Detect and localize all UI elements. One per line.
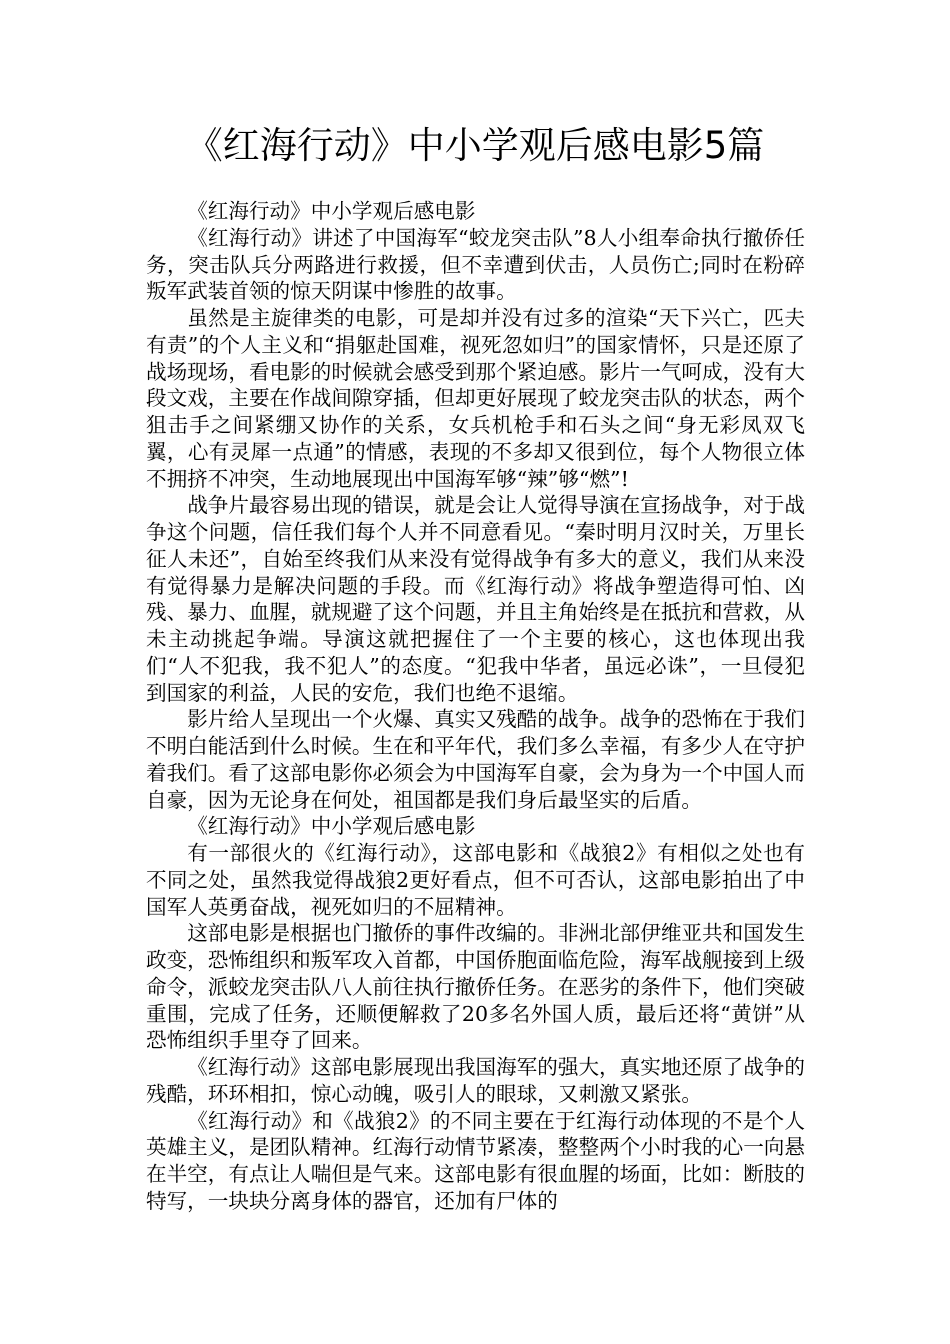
document-body [146,198,805,1215]
paragraph: 影片给人呈现出一个火爆、真实又残酷的战争。战争的恐怖在于我们不明白能活到什么时候。生在和平年代，我们多么幸福，有多少人在守护着我们。看了这部电影你必须会为中国海军自豪，会为身为一个中国人而自豪，因为无论身在何处，祖国都是我们身后最坚实的后盾。 [146,707,805,812]
document-title: 《红海行动》中小学观后感电影5篇 [185,124,765,167]
paragraph: 战争片最容易出现的错误，就是会让人觉得导演在宣扬战争，对于战争这个问题，信任我们每个人并不同意看见。“秦时明月汉时关，万里长征人未还”，自始至终我们从来没有觉得战争有多大的意义，我们从来没有觉得暴力是解决问题的手段。而《红海行动》将战争塑造得可怕、凶残、暴力、血腥，就规避了这个问题，并且主角始终是在抵抗和营救，从未主动挑起争端。导演这就把握住了一个主要的核心，这也体现出我们“人不犯我，我不犯人”的态度。“犯我中华者，虽远必诛”，一旦侵犯到国家的利益，人民的安危，我们也绝不退缩。 [146,493,805,705]
paragraph: 这部电影是根据也门撤侨的事件改编的。非洲北部伊维亚共和国发生政变，恐怖组织和叛军攻入首都，中国侨胞面临危险，海军战舰接到上级命令，派蛟龙突击队八人前往执行撤侨任务。在恶劣的条件下，他们突破重围，完成了任务，还顺便解救了20多名外国人质，最后还将“黄饼”从恐怖组织手里夺了回来。 [146,921,805,1053]
paragraph: 《红海行动》这部电影展现出我国海军的强大，真实地还原了战争的残酷，环环相扣，惊心动魄，吸引人的眼球，又刺激又紧张。 [146,1055,805,1106]
paragraph: 有一部很火的《红海行动》，这部电影和《战狼2》有相似之处也有不同之处，虽然我觉得战狼2更好看点，但不可否认，这部电影拍出了中国军人英勇奋战，视死如归的不屈精神。 [146,841,805,919]
paragraph: 虽然是主旋律类的电影，可是却并没有过多的渲染“天下兴亡，匹夫有责”的个人主义和“捐躯赴国难，视死忽如归”的国家情怀，只是还原了战场现场，看电影的时候就会感受到那个紧迫感。影片一气呵成，没有大段文戏，主要在作战间隙穿插，但却更好展现了蛟龙突击队的状态，两个狙击手之间紧绷又协作的关系，女兵机枪手和石头之间“身无彩凤双飞翼，心有灵犀一点通”的情感，表现的不多却又很到位，每个人物很立体不拥挤不冲突，生动地展现出中国海军够“辣”够“燃”! [146,306,805,491]
section-heading: 《红海行动》中小学观后感电影 [187,199,476,223]
paragraph: 《红海行动》和《战狼2》的不同主要在于红海行动体现的不是个人英雄主义，是团队精神。红海行动情节紧凑，整整两个小时我的心一向悬在半空，有点让人喘但是气来。这部电影有很血腥的场面，比如：断肢的特写，一块块分离身体的器官，还加有尸体的 [146,1108,805,1213]
paragraph: 《红海行动》讲述了中国海军“蛟龙突击队”8人小组奉命执行撤侨任务，突击队兵分两路进行救援，但不幸遭到伏击，人员伤亡;同时在粉碎叛军武装首领的惊天阴谋中惨胜的故事。 [146,225,805,304]
section-heading: 《红海行动》中小学观后感电影 [187,814,476,839]
